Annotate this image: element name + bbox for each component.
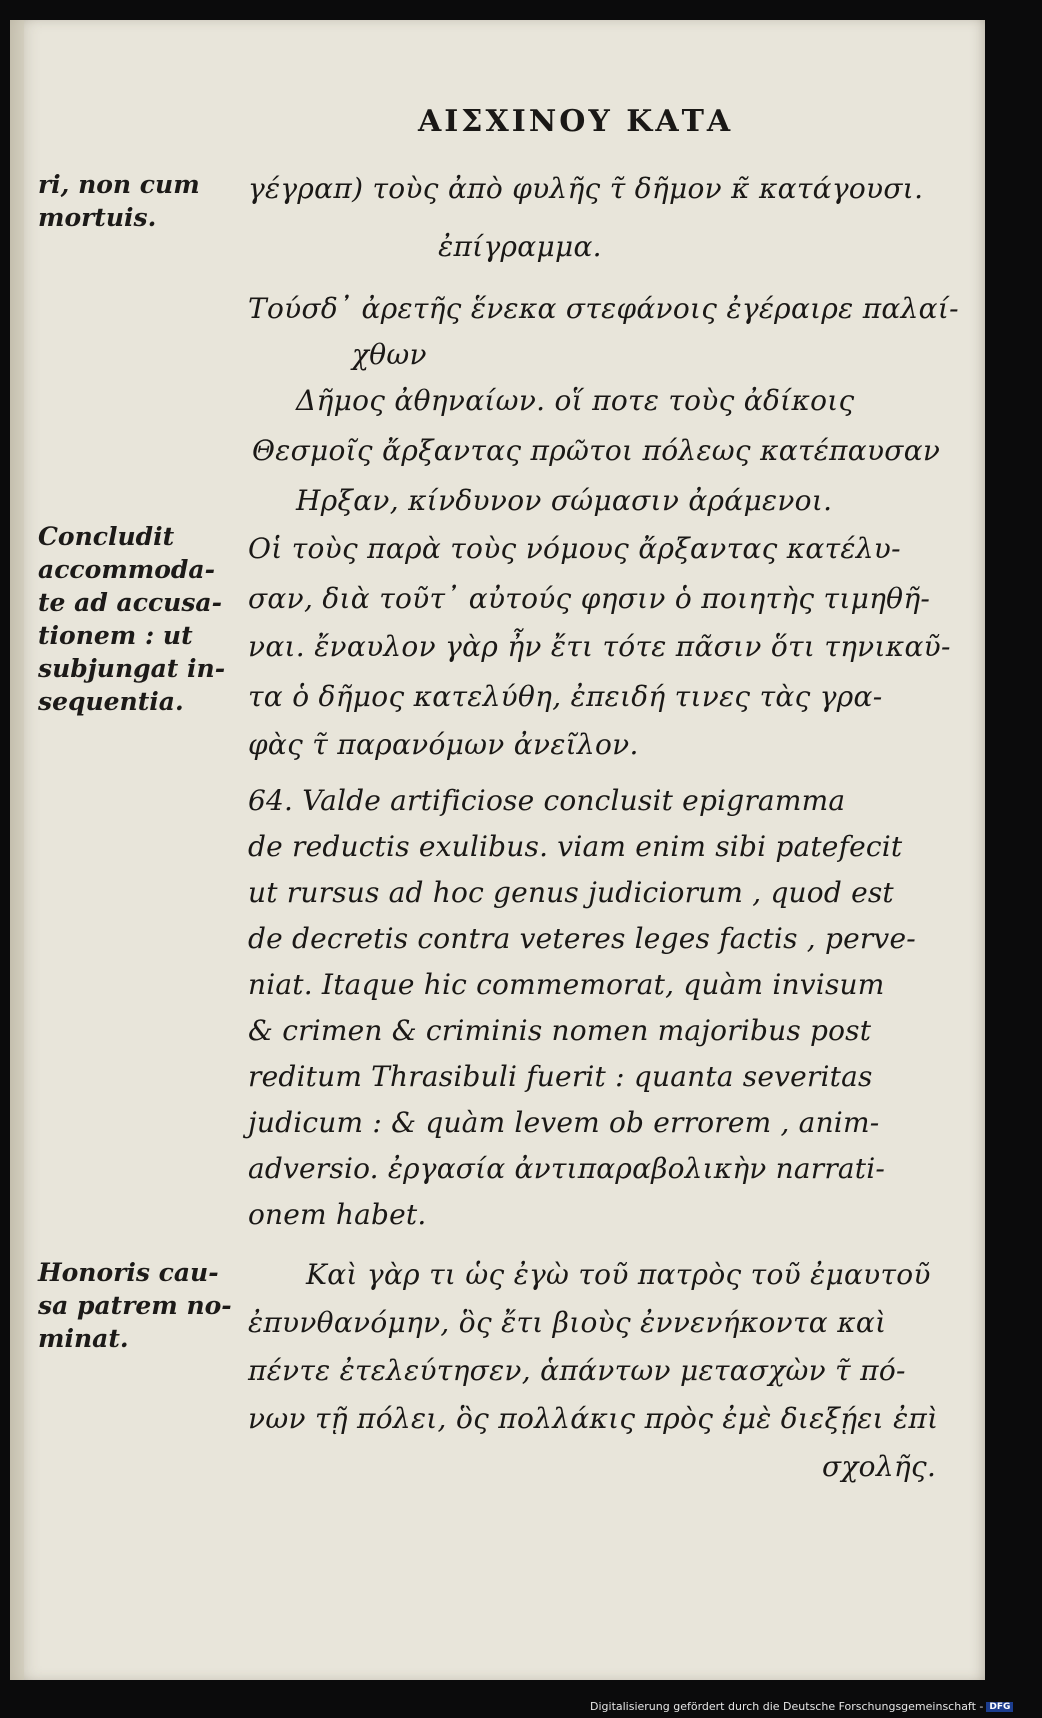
dfg-logo: DFG — [986, 1702, 1013, 1712]
commentary-line: & crimen & criminis nomen majoribus post — [248, 1014, 872, 1047]
text-line: γέγραπ) τοὺς ἀπὸ φυλῆς τ̃ δῆμον κ̃ κατάγουσι. — [248, 172, 924, 205]
margin-note-3: Honoris cau-sa patrem no-minat. — [38, 1258, 232, 1353]
text-line: Δῆμος ἀθηναίων. οἵ ποτε τοὺς ἀδίκοις — [296, 384, 855, 417]
commentary-line: judicum : & quàm levem ob errorem , anim- — [248, 1106, 880, 1139]
commentary-line: adversio. ἐργασία ἀντιπαραβολικὴν narrati- — [248, 1152, 886, 1185]
text-line: Ηρξαν, κίνδυνον σώμασιν ἀράμενοι. — [296, 484, 833, 517]
commentary-line: de reductis exulibus. viam enim sibi patefecit — [248, 830, 903, 863]
commentary-line: reditum Thrasibuli fuerit : quanta severitas — [248, 1060, 873, 1093]
commentary-line: niat. Itaque hic commemorat, quàm invisum — [248, 968, 885, 1001]
text-line: ναι. ἔναυλον γὰρ ἦν ἔτι τότε πᾶσιν ὅτι τηνικαῦ- — [248, 630, 951, 663]
epigram-heading: ἐπίγραμμα. — [438, 230, 602, 263]
text-line: σαν, διὰ τοῦτ᾽ αὐτούς φησιν ὁ ποιητὴς τιμηθῆ- — [248, 582, 931, 615]
running-head: ΑΙΣΧΙΝΟΥ ΚΑΤΑ — [418, 104, 734, 139]
commentary-line: ut rursus ad hoc genus judiciorum , quod est — [248, 876, 894, 909]
text-line: χθων — [352, 338, 427, 371]
page-gutter-shadow — [10, 20, 24, 1680]
text-line: τα ὁ δῆμος κατελύθη, ἐπειδή τινες τὰς γρα- — [248, 680, 883, 713]
text-line: Τούσδ᾽ ἀρετῆς ἕνεκα στεφάνοις ἐγέραιρε παλαί- — [248, 292, 959, 325]
credit-text: Digitalisierung gefördert durch die Deutsche Forschungsgemeinschaft - — [590, 1700, 984, 1713]
text-line: ἐπυνθανόμην, ὃς ἔτι βιοὺς ἐννενήκοντα καὶ — [248, 1306, 887, 1339]
commentary-line: de decretis contra veteres leges factis , perve- — [248, 922, 916, 955]
commentary-line: 64. Valde artificiose conclusit epigramma — [248, 784, 846, 817]
text-line: Καὶ γὰρ τι ὡς ἐγὼ τοῦ πατρὸς τοῦ ἐμαυτοῦ — [306, 1258, 931, 1291]
margin-note-1: ri, non cum mortuis. — [38, 170, 200, 232]
text-line: Θεσμοῖς ἄρξαντας πρῶτοι πόλεως κατέπαυσαν — [252, 434, 941, 467]
commentary-line: onem habet. — [248, 1198, 427, 1231]
digitization-credit — [590, 1700, 1011, 1718]
text-line: νων τῇ πόλει, ὃς πολλάκις πρὸς ἐμὲ διεξῄει ἐπὶ — [248, 1402, 939, 1435]
text-line: Οἱ τοὺς παρὰ τοὺς νόμους ἄρξαντας κατέλυ- — [248, 532, 901, 565]
text-line: σχολῆς. — [822, 1450, 937, 1483]
text-line: φὰς τ̃ παρανόμων ἀνεῖλον. — [248, 728, 639, 761]
text-line: πέντε ἐτελεύτησεν, ἁπάντων μετασχὼν τ̃ πό- — [248, 1354, 906, 1387]
margin-note-2: Concludit accommoda-te ad accusa-tionem : ut subjungat in-sequentia. — [38, 522, 226, 716]
